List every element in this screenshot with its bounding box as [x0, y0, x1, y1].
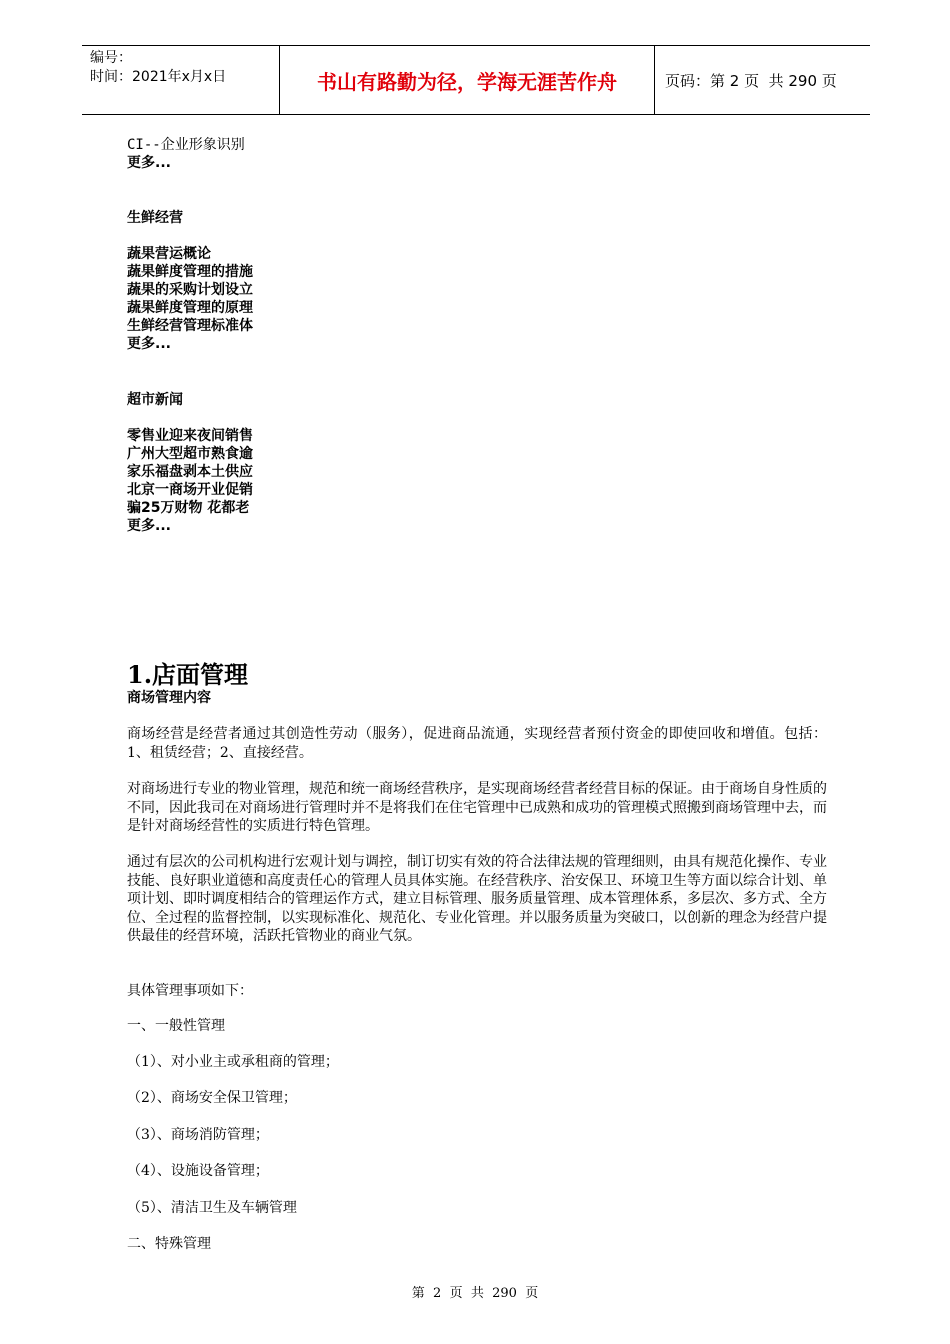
news-item[interactable]: 零售业迎来夜间销售	[127, 428, 253, 444]
news-section	[127, 391, 183, 409]
page-footer: 第 2 页 共 290 页	[411, 1286, 539, 1301]
fresh-item[interactable]: 蔬果鲜度管理的原理	[127, 300, 253, 316]
fresh-title: 生鲜经营	[127, 210, 183, 226]
fresh-item[interactable]: 蔬果鲜度管理的措施	[127, 264, 253, 280]
list-line: （2）、商场安全保卫管理；	[127, 1090, 297, 1106]
fresh-section	[127, 209, 183, 227]
paragraph: 对商场进行专业的物业管理，规范和统一商场经营秩序，是实现商场经营者经营目标的保证。由于商场自身性质的不同，因此我司在对商场进行管理时并不是将我们在住宅管理中已成熟和成功的管理模式照搬到商场管理中去，而是针对商场经营性的实质进行特色管理。	[127, 781, 827, 834]
header-meta	[82, 46, 280, 114]
header-page-info	[655, 46, 870, 114]
news-more-link[interactable]: 更多...	[127, 518, 171, 534]
list-line: （5）、清洁卫生及车辆管理	[127, 1200, 297, 1216]
number-label: 编号：	[90, 50, 132, 66]
article-heading: 1.店面管理	[127, 660, 249, 689]
paragraph: 商场经营是经营者通过其创造性劳动（服务），促进商品流通，实现经营者预付资金的即使回收和增值。包括：1、租赁经营；2、直接经营。	[127, 726, 827, 761]
news-list	[127, 427, 253, 535]
article-subheading: 商场管理内容	[127, 690, 211, 706]
list-line: 一、一般性管理	[127, 1018, 225, 1034]
list-line: 具体管理事项如下：	[127, 983, 253, 999]
list-line: （4）、设施设备管理；	[127, 1163, 269, 1179]
fresh-list	[127, 245, 253, 353]
fresh-item[interactable]: 蔬果的采购计划设立	[127, 282, 253, 298]
fresh-more-link[interactable]: 更多...	[127, 336, 171, 352]
news-item[interactable]: 骗25万财物 花都老	[127, 500, 250, 516]
news-item[interactable]: 家乐福盘剥本土供应	[127, 464, 253, 480]
list-line: 二、特殊管理	[127, 1236, 211, 1252]
document-header	[82, 45, 870, 115]
news-item[interactable]: 北京一商场开业促销	[127, 482, 253, 498]
paragraph: 通过有层次的公司机构进行宏观计划与调控，制订切实有效的符合法律法规的管理细则，由具有规范化操作、专业技能、良好职业道德和高度责任心的管理人员具体实施。在经营秩序、治安保卫、环境卫生等方面以综合计划、单项计划、即时调度相结合的管理运作方式，建立目标管理、服务质量管理、成本管理体系，多层次、多方式、全方位、全过程的监督控制，以实现标准化、规范化、专业化管理。并以服务质量为突破口，以创新的理念为经营户提供最佳的经营环境，活跃托管物业的商业气氛。	[127, 854, 827, 944]
news-title: 超市新闻	[127, 392, 183, 408]
time-label: 时间：2021年x月x日	[90, 69, 227, 85]
page-info-text: 页码：第 2 页 共 290 页	[665, 71, 837, 90]
fresh-item[interactable]: 生鲜经营管理标准体	[127, 318, 253, 334]
ci-section	[127, 136, 245, 172]
fresh-item[interactable]: 蔬果营运概论	[127, 246, 211, 262]
ci-link[interactable]: CI--企业形象识别	[127, 137, 245, 153]
ci-more-link[interactable]: 更多...	[127, 155, 171, 171]
list-line: （3）、商场消防管理；	[127, 1127, 269, 1143]
header-motto: 书山有路勤为径，学海无涯苦作舟	[280, 46, 655, 114]
news-item[interactable]: 广州大型超市熟食逾	[127, 446, 253, 462]
list-line: （1）、对小业主或承租商的管理；	[127, 1054, 339, 1070]
